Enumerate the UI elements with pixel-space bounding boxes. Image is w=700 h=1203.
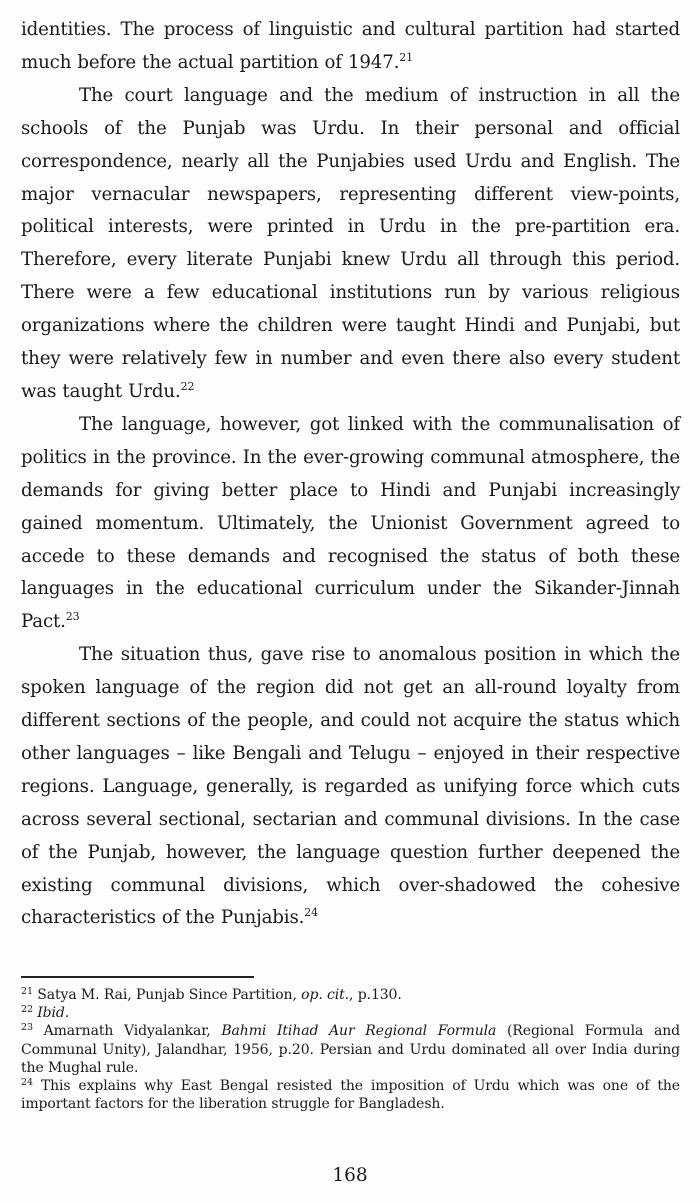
- paragraph: [21, 14, 680, 80]
- footnote-italic: op. cit.: [301, 987, 350, 1003]
- footnotes: [21, 986, 680, 1113]
- footnote-text: (Regional Formula and Communal Unity), Jalandhar, 1956, p.20. Persian and Urdu dominated all over India during the Mughal rule.: [21, 1023, 681, 1076]
- footnote-ref[interactable]: 22: [180, 379, 195, 393]
- footnote-text: , p.130.: [349, 987, 402, 1003]
- footnote-italic: Ibid.: [37, 1005, 70, 1022]
- footnote: [21, 1004, 680, 1022]
- footnote-ref[interactable]: 23: [65, 610, 80, 624]
- footnote-text: Satya M. Rai, Punjab Since Partition,: [37, 987, 302, 1003]
- footnote-divider: [21, 976, 254, 978]
- footnote-number: 21: [21, 986, 33, 997]
- footnote-text: This explains why East Bengal resisted the imposition of Urdu which was one of the important factors for the liberation struggle for Bangladesh.: [21, 1078, 680, 1113]
- paragraph-text: The situation thus, gave rise to anomalous position in which the spoken language of the region did not get an all-round loyalty from different sections of the people, and could not acquire the status which other languages – like Bengali and Telugu – enjoyed in their respective regions. Language, generally, is regarded as unifying force which cuts across several sectional, sectarian and communal divisions. In the case of the Punjab, however, the language question further deepened the existing communal divisions, which over-shadowed the cohesive characteristics of the Punjabis.: [21, 644, 680, 929]
- paragraph: [21, 639, 680, 935]
- footnote-number: 22: [21, 1004, 33, 1016]
- paragraph: [21, 409, 680, 639]
- page-number: 168: [332, 1165, 368, 1186]
- footnote: [21, 1022, 680, 1077]
- paragraph-text: identities. The process of linguistic and cultural partition had started much before the actual partition of 1947.: [21, 19, 680, 73]
- footnote: [21, 1077, 680, 1113]
- footnote-number: 23: [21, 1022, 33, 1034]
- footnote-ref[interactable]: 21: [399, 50, 413, 64]
- footnote-ref[interactable]: 24: [304, 906, 318, 920]
- footnote: [21, 986, 680, 1004]
- footnote-number: 24: [21, 1077, 33, 1089]
- footnote-text: Amarnath Vidyalankar,: [43, 1023, 222, 1040]
- body-text: [21, 14, 680, 935]
- paragraph: [21, 80, 680, 409]
- paragraph-text: The court language and the medium of instruction in all the schools of the Punjab was Urdu. In their personal and official correspondence, nearly all the Punjabies used Urdu and English. The major vernacular newspapers, representing different view-points, political interests, were printed in Urdu in the pre-partition era. Therefore, every literate Punjabi knew Urdu all through this period. There were a few educational institutions run by various religious organizations where the children were taught Hindi and Punjabi, but they were relatively few in number and even there also every student was taught Urdu.: [21, 84, 680, 402]
- footnote-italic: Bahmi Itihad Aur Regional Formula: [221, 1023, 497, 1040]
- paragraph-text: The language, however, got linked with the communalisation of politics in the province. In the ever-growing communal atmosphere, the demands for giving better place to Hindi and Punjabi increasingly gained momentum. Ultimately, the Unionist Government agreed to accede to these demands and recognised the status of both these languages in the educational curriculum under the Sikander-Jinnah Pact.: [21, 413, 680, 633]
